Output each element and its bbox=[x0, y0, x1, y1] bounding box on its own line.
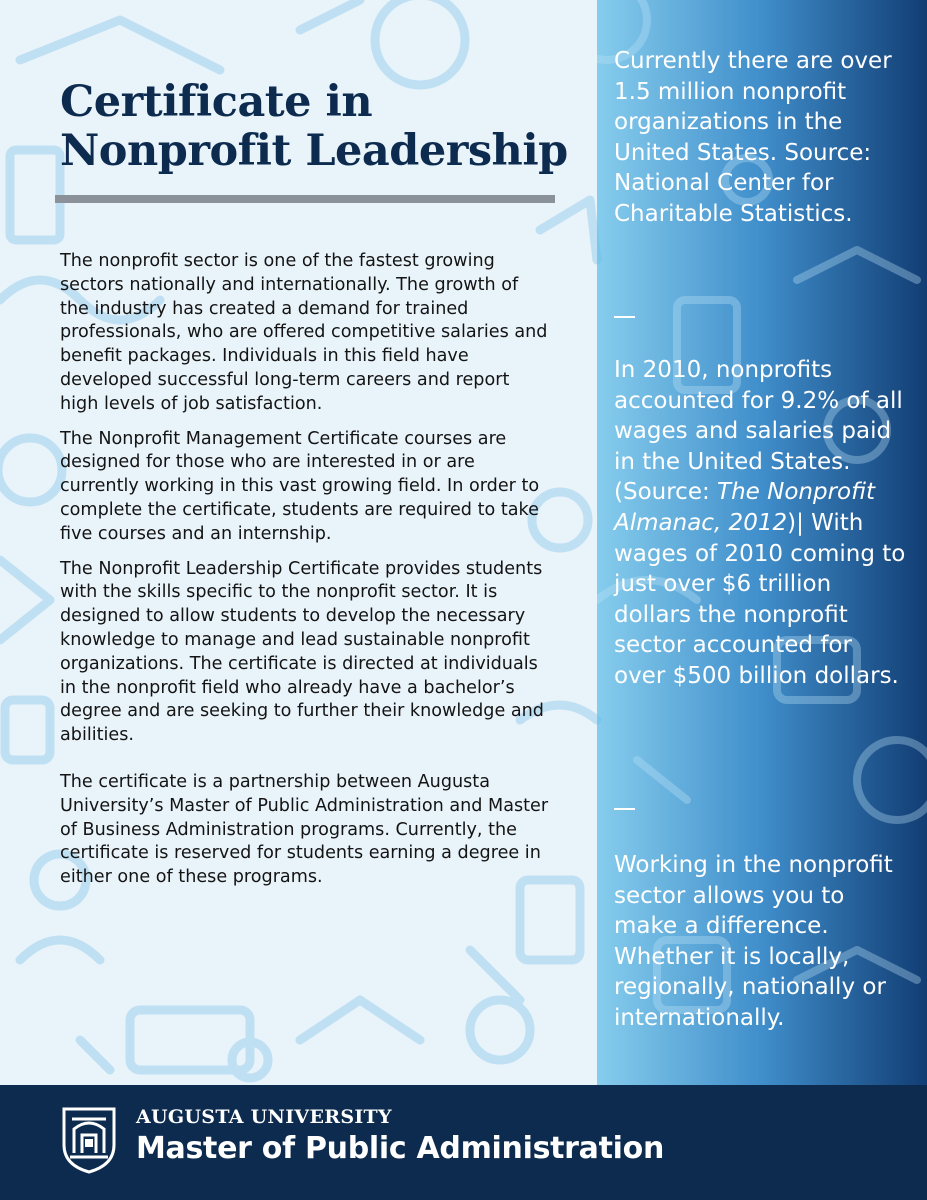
body-paragraph-intro: The nonprofit sector is one of the fastest growing sectors nationally and internationally. The growth of the industry has created a demand for trained professionals, who are offered competitive salaries and benefit packages. Individuals in this field have developed successful long-term careers and report high levels of job satisfaction. bbox=[60, 251, 548, 414]
footer-university-name: AUGUSTA UNIVERSITY bbox=[136, 1106, 392, 1128]
augusta-university-shield-icon bbox=[60, 1105, 118, 1175]
stat-wages-detail: )| With wages of 2010 coming to just over $6 trillion dollars the nonprofit sector accounted for over $500 billion dollars. bbox=[614, 509, 906, 689]
stat-wages-source-title: The Nonprofit Almanac, 2012 bbox=[614, 479, 875, 536]
stats-sidebar bbox=[597, 0, 927, 1085]
stat-divider bbox=[614, 316, 635, 318]
stat-wages bbox=[614, 355, 909, 692]
title-line-1: Certificate in bbox=[60, 77, 373, 127]
stat-nonprofit-count: Currently there are over 1.5 million nonprofit organizations in the United States. Source: National Center for Charitable Statistics. bbox=[614, 48, 892, 227]
title-line-2: Nonprofit Leadership bbox=[60, 126, 568, 176]
stat-divider bbox=[614, 808, 635, 810]
stat-wages-intro: In 2010, nonprofits accounted for 9.2% of all wages and salaries paid in the United States. (Source: bbox=[614, 357, 903, 506]
body-copy bbox=[60, 250, 550, 901]
body-paragraph-leadership-certificate: The Nonprofit Leadership Certificate provides students with the skills specific to the nonprofit sector. It is designed to allow students to develop the necessary knowledge to manage and lead sustainable nonprofit organizations. The certificate is directed at individuals in the nonprofit field who already have a bachelor’s degree and are seeking to further their knowledge and abilities. bbox=[60, 558, 544, 746]
body-paragraph-management-certificate: The Nonprofit Management Certificate courses are designed for those who are interested in or are currently working in this vast growing field. In order to complete the certificate, students are required to take five courses and an internship. bbox=[60, 428, 540, 544]
body-paragraph-partnership: The certificate is a partnership between Augusta University’s Master of Public Administration and Master of Business Administration programs. Currently, the certificate is reserved for students earning a degree in either one of these programs. bbox=[60, 771, 549, 888]
stat-make-a-difference: Working in the nonprofit sector allows you to make a difference. Whether it is locally, regionally, nationally or internationally. bbox=[614, 852, 893, 1031]
title-underline bbox=[55, 195, 555, 203]
page-title bbox=[60, 78, 590, 176]
footer-banner bbox=[0, 1085, 927, 1200]
footer-program-name: Master of Public Administration bbox=[136, 1131, 665, 1166]
